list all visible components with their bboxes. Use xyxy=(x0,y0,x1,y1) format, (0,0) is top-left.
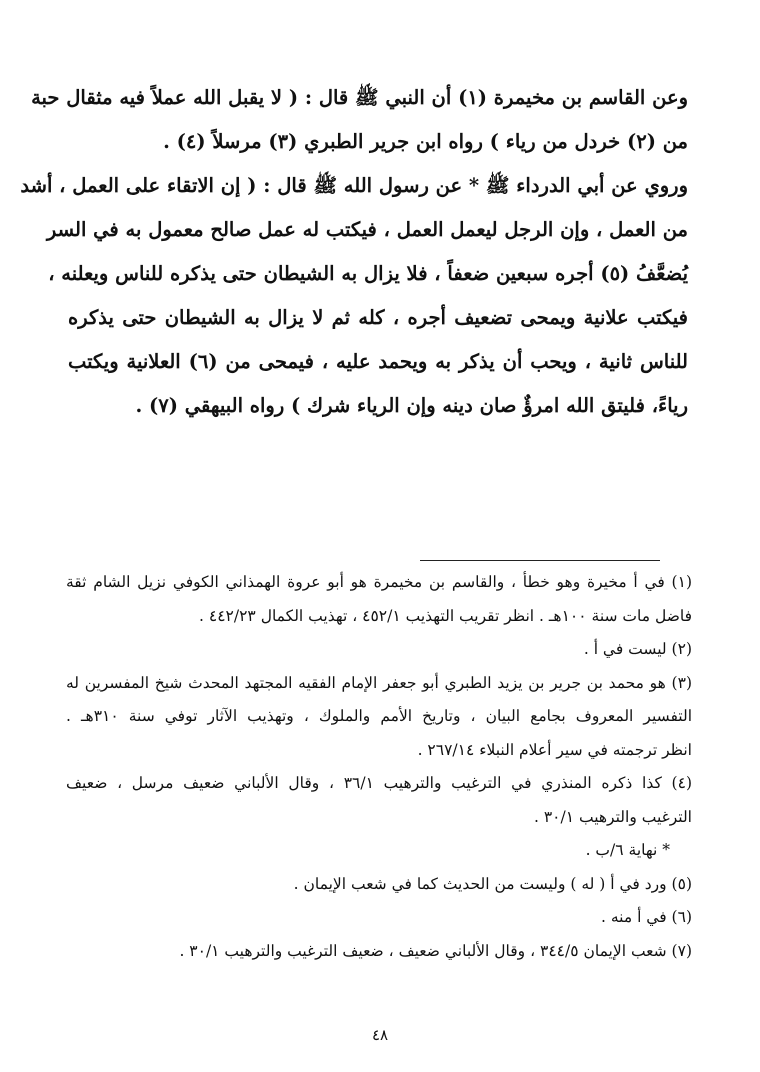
body-line: وعن القاسم بن مخيمرة (١) أن النبي ﷺ قال : ( لا يقبل الله عملاً فيه مثقال حبة xyxy=(31,86,688,109)
page-end-marker: * نهاية ٦/ب . xyxy=(585,841,670,859)
main-text xyxy=(20,76,688,428)
body-line: من العمل ، وإن الرجل ليعمل العمل ، فيكتب له عمل صالح معمول به في السر xyxy=(46,218,688,241)
footnote-line: (٤) كذا ذكره المنذري في الترغيب والترهيب ٣٦/١ ، وقال الألباني ضعيف مرسل ، ضعيف xyxy=(66,774,692,792)
footnote-line: (٧) شعب الإيمان ٣٤٤/٥ ، وقال الألباني ضعيف ، ضعيف الترغيب والترهيب ٣٠/١ . xyxy=(179,941,692,960)
page-number: ٤٨ xyxy=(371,1026,389,1044)
footnote-line: (٢) ليست في أ . xyxy=(583,640,692,658)
footnote-line: انظر ترجمته في سير أعلام النبلاء ٢٦٧/١٤ . xyxy=(417,740,692,759)
footnote-line: (١) في أ مخيرة وهو خطأ ، والقاسم بن مخيمرة هو أبو عروة الهمذاني الكوفي نزيل الشام ثقة xyxy=(66,573,692,591)
body-line: وروي عن أبي الدرداء ﷺ * عن رسول الله ﷺ قال : ( إن الاتقاء على العمل ، أشد xyxy=(20,174,688,197)
footnote-line: الترغيب والترهيب ٣٠/١ . xyxy=(534,807,692,826)
body-line: من (٢) خردل من رياء ) رواه ابن جرير الطبري (٣) مرسلاً (٤) . xyxy=(163,130,688,153)
footnote-line: (٦) في أ منه . xyxy=(601,908,692,926)
footnote-separator xyxy=(420,560,660,561)
footnotes xyxy=(66,566,692,968)
footnote-line: فاضل مات سنة ١٠٠هـ . انظر تقريب التهذيب ٤٥٢/١ ، تهذيب الكمال ٤٤٢/٢٣ . xyxy=(199,606,692,625)
body-line: يُضعَّفُ (٥) أجره سبعين ضعفاً ، فلا يزال به الشيطان حتى يذكره للناس ويعلنه ، xyxy=(48,262,688,285)
footnote-line: (٥) ورد في أ ( له ) وليست من الحديث كما في شعب الإيمان . xyxy=(293,874,692,893)
body-line: رياءً، فليتق الله امرؤٌ صان دينه وإن الرياء شرك ) رواه البيهقي (٧) . xyxy=(135,394,688,417)
footnote-line: التفسير المعروف بجامع البيان ، وتاريخ الأمم والملوك ، وتهذيب الآثار توفي سنة ٣١٠هـ . xyxy=(66,707,692,725)
body-line: فيكتب علانية ويمحى تضعيف أجره ، كله ثم لا يزال به الشيطان حتى يذكره xyxy=(68,306,688,329)
body-line: للناس ثانية ، ويحب أن يذكر به ويحمد عليه ، فيمحى من (٦) العلانية ويكتب xyxy=(68,350,688,373)
footnote-line: (٣) هو محمد بن جرير بن يزيد الطبري أبو جعفر الإمام الفقيه المجتهد المحدث شيخ المفسرين له xyxy=(66,673,692,692)
